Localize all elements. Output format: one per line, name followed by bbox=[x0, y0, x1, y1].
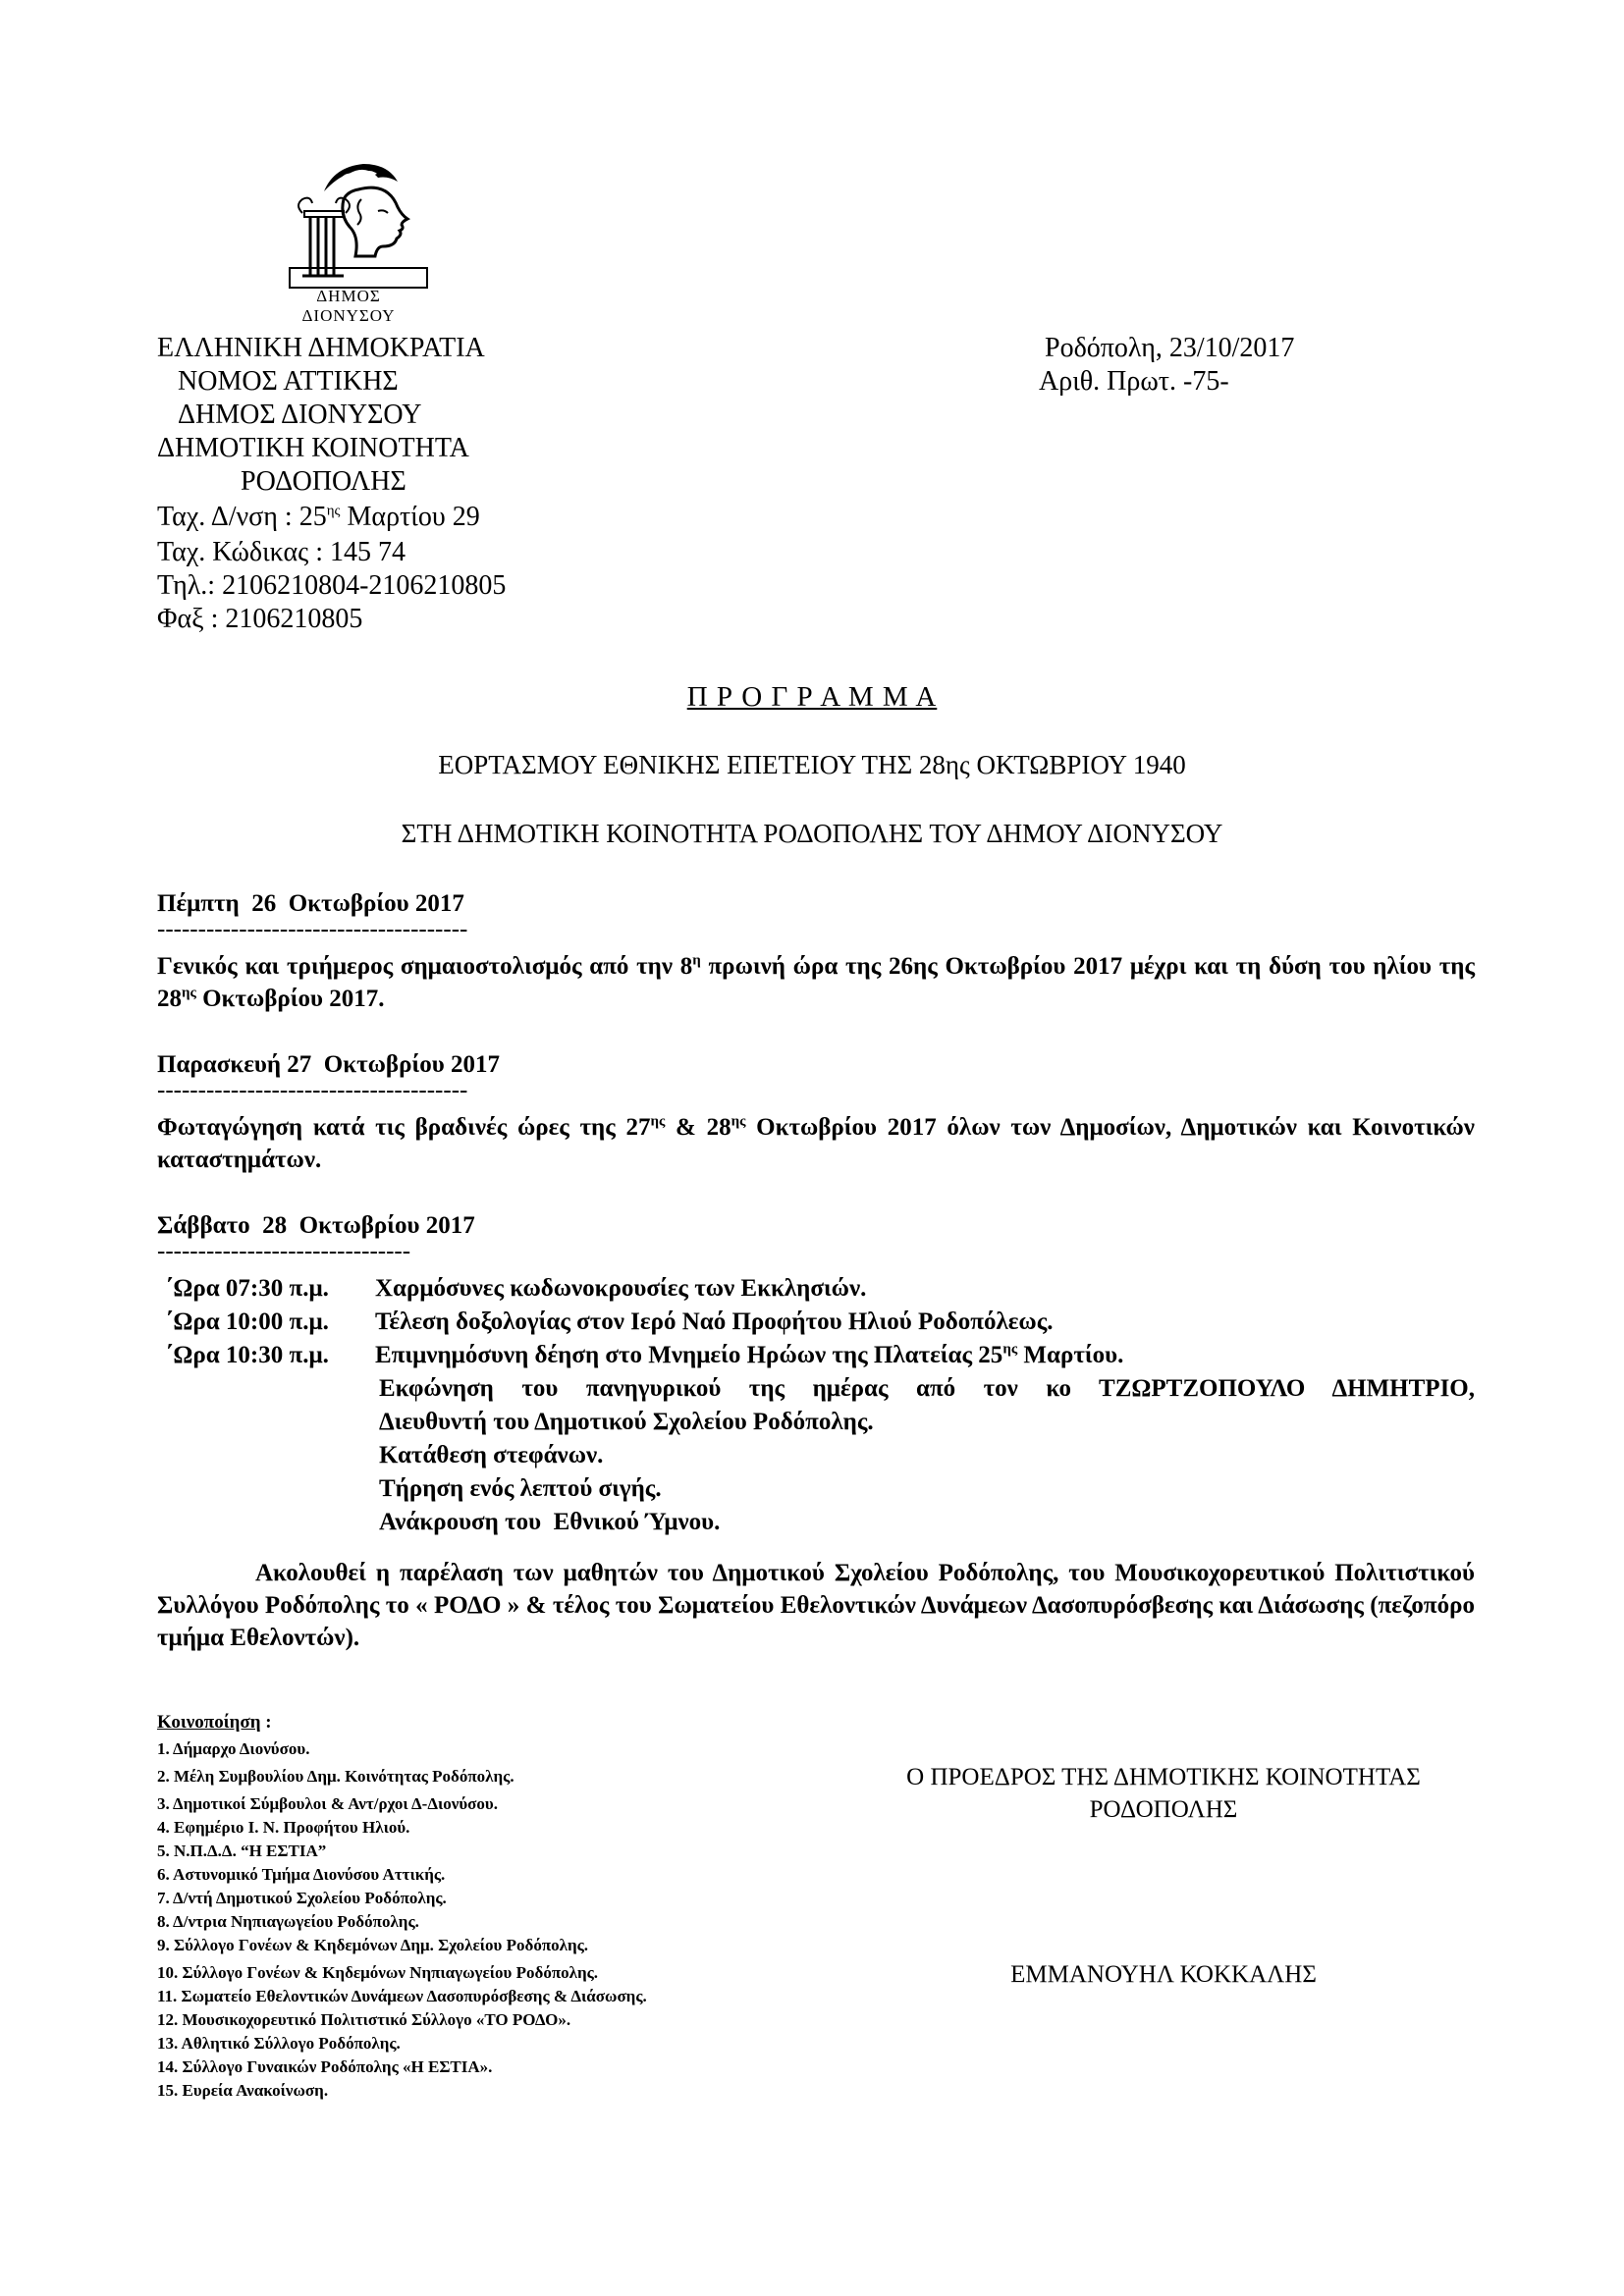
header-fax: Φαξ : 2106210805 bbox=[157, 604, 363, 634]
header-prefecture: ΝΟΜΟΣ ΑΤΤΙΚΗΣ bbox=[178, 366, 399, 397]
cc-item: 11. Σωματείο Εθελοντικών Δυνάμεων Δασοπυρόσβεσης & Διάσωσης. bbox=[157, 1987, 647, 2005]
cc-item: 4. Εφημέριο Ι. Ν. Προφήτου Ηλιού. bbox=[157, 1818, 410, 1837]
place-date: Ροδόπολη, 23/10/2017 bbox=[1045, 333, 1295, 363]
time-0730: ΄Ωρα 07:30 π.μ. bbox=[165, 1275, 329, 1302]
header-community-name: ΡΟΔΟΠΟΛΗΣ bbox=[241, 466, 406, 497]
cc-heading: Κοινοποίηση : bbox=[157, 1712, 272, 1733]
dionysus-head-logo-icon bbox=[285, 152, 432, 290]
header-phone: Τηλ.: 2106210804-2106210805 bbox=[157, 570, 507, 601]
header-community: ΔΗΜΟΤΙΚΗ ΚΟΙΝΟΤΗΤΑ bbox=[157, 433, 469, 463]
cc-item: 7. Δ/ντή Δημοτικού Σχολείου Ροδόπολης. bbox=[157, 1889, 447, 1907]
day1-heading: Πέμπτη 26 Οκτωβρίου 2017 bbox=[157, 890, 464, 917]
cc-item: 8. Δ/ντρια Νηπιαγωγείου Ροδόπολης. bbox=[157, 1912, 419, 1931]
address-suffix: Μαρτίου 29 bbox=[340, 502, 480, 532]
signature-title-line1: Ο ΠΡΟΕΔΡΟΣ ΤΗΣ ΔΗΜΟΤΙΚΗΣ ΚΟΙΝΟΤΗΤΑΣ bbox=[906, 1764, 1421, 1790]
day2-text: Φωταγώγηση κατά τις βραδινές ώρες της $27^{\eta\varsigma}$ & $28^{\eta\varsigma}$ Οκτωβρίου 2017 όλων των Δημοσίων, Δημοτικών και Κοινοτικών καταστημάτων. bbox=[157, 1113, 1475, 1173]
document-subtitle-2: ΣΤΗ ΔΗΜΟΤΙΚΗ ΚΟΙΝΟΤΗΤΑ ΡΟΔΟΠΟΛΗΣ ΤΟΥ ΔΗΜΟΥ ΔΙΟΝΥΣΟΥ bbox=[401, 819, 1223, 848]
event-anthem: Ανάκρουση του Εθνικού Ύμνου. bbox=[379, 1509, 721, 1535]
signature-title-line2: ΡΟΔΟΠΟΛΗΣ bbox=[1089, 1796, 1238, 1823]
day1-text: Γενικός και τριήμερος σημαιοστολισμός από την $8^\eta$ πρωινή ώρα της 26ης Οκτωβρίου 2017 μέχρι και τη δύση του ηλίου της $28^{\eta\varsigma}$ Οκτωβρίου 2017. bbox=[157, 952, 1475, 1012]
cc-item: 10. Σύλλογο Γονέων & Κηδεμόνων Νηπιαγωγείου Ροδόπολης. bbox=[157, 1963, 599, 1982]
cc-list bbox=[157, 1737, 647, 2103]
event-doxology: Τέλεση δοξολογίας στον Ιερό Ναό Προφήτου Ηλιού Ροδοπόλεως. bbox=[375, 1308, 1054, 1335]
header-republic: ΕΛΛΗΝΙΚΗ ΔΗΜΟΚΡΑΤΙΑ bbox=[157, 333, 485, 363]
event-bells: Χαρμόσυνες κωδωνοκρουσίες των Εκκλησιών. bbox=[375, 1275, 867, 1302]
cc-item: 3. Δημοτικοί Σύμβουλοι & Αντ/ρχοι Δ-Διονύσου. bbox=[157, 1794, 498, 1813]
address-sup: ης bbox=[326, 503, 341, 519]
cc-item: 12. Μουσικοχορευτικό Πολιτιστικό Σύλλογο «ΤΟ ΡΟΔΟ». bbox=[157, 2010, 571, 2029]
document-title: Π Ρ Ο Γ Ρ Α Μ Μ Α bbox=[686, 681, 938, 713]
address-prefix: Ταχ. Δ/νση : 25 bbox=[157, 502, 327, 532]
time-1030: ΄Ωρα 10:30 π.μ. bbox=[165, 1342, 329, 1368]
parade-paragraph: Ακολουθεί η παρέλαση των μαθητών του Δημοτικού Σχολείου Ροδόπολης, του Μουσικοχορευτικού Πολιτιστικού Συλλόγου Ροδόπολης το « ΡΟΔΟ » & τέλος του Σωματείου Εθελοντικών Δυνάμεων Δασοπυρόσβεσης και Διάσωσης (πεζοπόρο τμήμα Εθελοντών). bbox=[157, 1560, 1475, 1651]
time-1000: ΄Ωρα 10:00 π.μ. bbox=[165, 1308, 329, 1335]
cc-item: 13. Αθλητικό Σύλλογο Ροδόπολης. bbox=[157, 2034, 401, 2053]
event-memorial: Επιμνημόσυνη δέηση στο Μνημείο Ηρώων της Πλατείας $25^{\eta\varsigma}$ Μαρτίου. bbox=[375, 1341, 1124, 1368]
day3-rule: ------------------------------- bbox=[157, 1238, 411, 1264]
day1-rule: -------------------------------------- bbox=[157, 916, 468, 942]
day2-heading: Παρασκευή 27 Οκτωβρίου 2017 bbox=[157, 1051, 500, 1078]
header-address bbox=[157, 501, 480, 534]
event-silence: Τήρηση ενός λεπτού σιγής. bbox=[379, 1475, 662, 1502]
protocol-number: Αριθ. Πρωτ. -75- bbox=[1039, 366, 1229, 397]
document-subtitle-1: ΕΟΡΤΑΣΜΟΥ ΕΘΝΙΚΗΣ ΕΠΕΤΕΙΟΥ ΤΗΣ 28ης ΟΚΤΩΒΡΙΟΥ 1940 bbox=[438, 750, 1186, 779]
logo-caption: ΔΗΜΟΣ ΔΙΟΝΥΣΟΥ bbox=[301, 287, 396, 325]
cc-item: 9. Σύλλογο Γονέων & Κηδεμόνων Δημ. Σχολείου Ροδόπολης. bbox=[157, 1936, 589, 1954]
day2-rule: -------------------------------------- bbox=[157, 1077, 468, 1103]
day3-heading: Σάββατο 28 Οκτωβρίου 2017 bbox=[157, 1212, 475, 1239]
municipality-logo bbox=[285, 152, 432, 290]
header-postcode: Ταχ. Κώδικας : 145 74 bbox=[157, 537, 406, 567]
cc-item: 1. Δήμαρχο Διονύσου. bbox=[157, 1739, 310, 1758]
cc-item: 6. Αστυνομικό Τμήμα Διονύσου Αττικής. bbox=[157, 1865, 446, 1884]
cc-item: 15. Ευρεία Ανακοίνωση. bbox=[157, 2081, 329, 2100]
cc-item: 2. Μέλη Συμβουλίου Δημ. Κοινότητας Ροδόπολης. bbox=[157, 1767, 514, 1786]
event-wreaths: Κατάθεση στεφάνων. bbox=[379, 1442, 604, 1468]
event-speech-line1: Εκφώνηση του πανηγυρικού της ημέρας από τον κο ΤΖΩΡΤΖΟΠΟΥΛΟ ΔΗΜΗΤΡΙΟ, bbox=[379, 1375, 1475, 1402]
header-municipality: ΔΗΜΟΣ ΔΙΟΝΥΣΟΥ bbox=[178, 400, 422, 430]
signature-name: ΕΜΜΑΝΟΥΗΛ ΚΟΚΚΑΛΗΣ bbox=[1010, 1961, 1317, 1988]
event-speech-line2: Διευθυντή του Δημοτικού Σχολείου Ροδόπολης. bbox=[379, 1409, 874, 1435]
cc-item: 14. Σύλλογο Γυναικών Ροδόπολης «Η ΕΣΤΙΑ». bbox=[157, 2057, 493, 2076]
signature-block bbox=[844, 1761, 1483, 1826]
cc-item: 5. Ν.Π.Δ.Δ. “Η ΕΣΤΙΑ” bbox=[157, 1842, 327, 1860]
